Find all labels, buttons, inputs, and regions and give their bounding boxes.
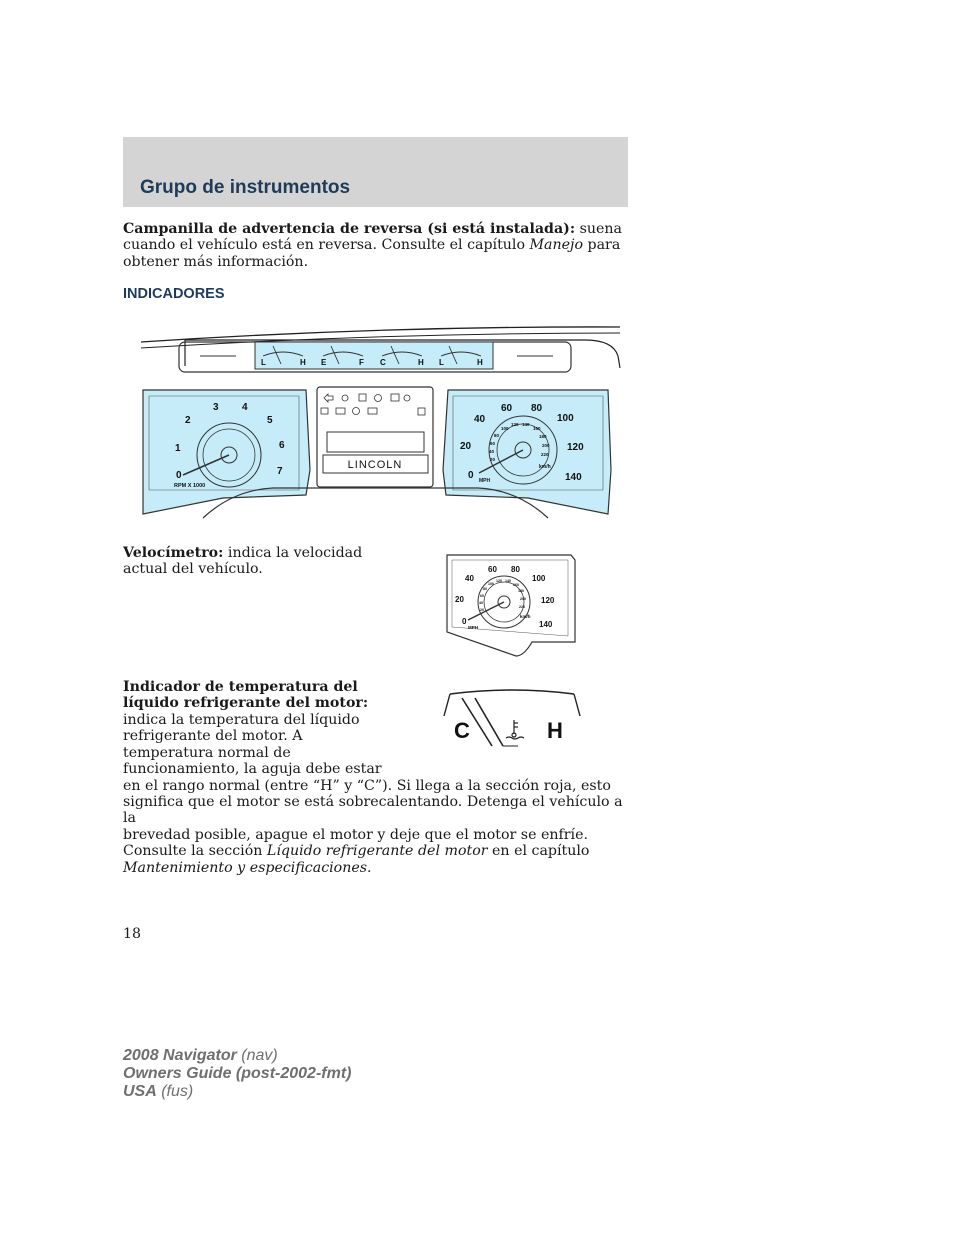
indicators-heading: INDICADORES <box>123 286 225 302</box>
speedometer-illustration <box>444 552 578 658</box>
reverse-chime-text-end: para obtener más información. <box>123 237 621 270</box>
maintenance-chapter-ref: Mantenimiento y especificaciones <box>123 859 368 876</box>
kmh-label-80: 80 <box>494 433 500 438</box>
speed-label-120: 120 <box>567 442 584 453</box>
kmh-label-160: 160 <box>533 426 541 431</box>
fuel-empty-label: E <box>321 358 327 367</box>
volt-high-label: H <box>477 358 483 367</box>
temp-gauge-line: funcionamiento, la aguja debe estar <box>123 761 382 778</box>
coolant-section-ref: Líquido refrigerante del motor <box>266 843 488 860</box>
instrument-cluster-illustration <box>123 320 628 520</box>
temp-gauge-line: brevedad posible, apague el motor y deje que el motor se enfríe. <box>123 826 588 843</box>
page-title: Grupo de instrumentos <box>140 177 351 198</box>
document-footer <box>123 1047 351 1101</box>
mini-kmh-label-220: 220 <box>519 605 525 609</box>
page-number: 18 <box>123 926 142 942</box>
tach-label-4: 4 <box>242 402 248 413</box>
oil-high-label: H <box>300 358 306 367</box>
speed-label-140: 140 <box>565 472 582 483</box>
tach-label-3: 3 <box>213 402 219 413</box>
footer-market-code: (fus) <box>156 1083 194 1100</box>
mini-speed-unit: MPH <box>468 625 478 630</box>
mini-kmh-label-180: 180 <box>518 589 524 593</box>
mini-speed-label-140: 140 <box>539 620 553 629</box>
mini-kmh-label-120: 120 <box>496 579 502 583</box>
speed-label-60: 60 <box>501 403 513 414</box>
speed-label-0: 0 <box>468 470 474 481</box>
kmh-label-180: 180 <box>539 434 547 439</box>
reverse-chime-label: Campanilla de advertencia de reversa (si está instalada): <box>123 221 576 237</box>
mini-speed-label-80: 80 <box>511 565 520 574</box>
tach-label-6: 6 <box>279 440 285 451</box>
kmh-label-40: 40 <box>489 449 495 454</box>
speed-label-80: 80 <box>531 403 543 414</box>
temp-gauge-line: indica la temperatura del líquido <box>123 712 360 728</box>
mini-kmh-label-200: 200 <box>520 597 526 601</box>
temp-gauge-line: en el rango normal (entre “H” y “C”). Si llega a la sección roja, esto <box>123 777 611 794</box>
temp-gauge-line: significa que el motor se está sobrecalentando. Detenga el vehículo a la <box>123 794 623 827</box>
temp-gauge-cold-label: C <box>454 718 470 743</box>
mini-kmh-label-140: 140 <box>505 579 511 583</box>
kmh-label-220: 220 <box>541 452 549 457</box>
temp-gauge-reference: Consulte la sección Líquido refrigerante del motor en el capítulo <box>123 843 590 860</box>
reverse-chime-text: suena cuando el vehículo está en reversa. Consulte el capítulo <box>123 221 623 254</box>
tach-label-0: 0 <box>176 470 182 481</box>
kmh-label-200: 200 <box>542 443 550 448</box>
tach-label-1: 1 <box>175 443 181 454</box>
kmh-label-100: 100 <box>501 426 509 431</box>
footer-model: 2008 Navigator <box>123 1047 237 1064</box>
mini-kmh-label-160: 160 <box>513 583 519 587</box>
mini-speed-label-60: 60 <box>488 565 497 574</box>
temp-gauge-hot-label: H <box>547 718 563 743</box>
mini-speed-label-0: 0 <box>462 617 467 626</box>
temp-gauge-line: temperatura normal de <box>123 744 291 761</box>
speed-unit: MPH <box>479 478 491 484</box>
kmh-label-20: 20 <box>490 457 496 462</box>
tach-unit: RPM X 1000 <box>174 483 206 489</box>
temp-hot-label: H <box>418 358 424 367</box>
kmh-label-120: 120 <box>511 422 519 427</box>
mini-kmh-unit: km/h <box>520 614 531 619</box>
mini-kmh-label-100: 100 <box>488 582 494 586</box>
page-header <box>123 137 628 207</box>
speedometer-paragraph <box>123 545 363 578</box>
mini-kmh-label-20: 20 <box>480 608 484 612</box>
oil-low-label: L <box>261 358 266 367</box>
reverse-chime-paragraph <box>123 221 623 270</box>
temp-gauge-reference-chapter: Mantenimiento y especificaciones. <box>123 859 372 876</box>
tach-label-7: 7 <box>277 466 283 477</box>
tach-label-5: 5 <box>267 415 273 426</box>
mini-kmh-label-80: 80 <box>483 587 487 591</box>
temperature-gauge-illustration <box>440 688 585 750</box>
temp-gauge-heading <box>123 679 413 712</box>
mini-speed-label-120: 120 <box>541 596 555 605</box>
kmh-label-60: 60 <box>490 441 496 446</box>
tach-label-2: 2 <box>185 415 191 426</box>
temp-gauge-label-line1: Indicador de temperatura del <box>123 679 358 695</box>
temp-gauge-line: refrigerante del motor. A <box>123 728 303 745</box>
fuel-full-label: F <box>359 358 364 367</box>
mini-speed-label-20: 20 <box>455 595 464 604</box>
speed-label-100: 100 <box>557 413 574 424</box>
speed-label-40: 40 <box>474 414 486 425</box>
cluster-brand-logo: LINCOLN <box>347 459 403 471</box>
kmh-label-140: 140 <box>522 422 530 427</box>
footer-market: USA <box>123 1083 157 1100</box>
kmh-unit: km/h <box>539 464 551 470</box>
volt-low-label: L <box>439 358 444 367</box>
mini-kmh-label-40: 40 <box>479 601 483 605</box>
mini-kmh-label-60: 60 <box>480 594 484 598</box>
reverse-chime-chapter: Manejo <box>529 237 583 254</box>
speedometer-label: Velocímetro: <box>123 545 224 561</box>
temp-cold-label: C <box>380 358 386 367</box>
footer-guide: Owners Guide (post-2002-fmt) <box>123 1065 352 1082</box>
speedometer-text: indica la velocidad actual del vehículo. <box>123 545 363 578</box>
footer-model-code: (nav) <box>236 1047 278 1064</box>
mini-speed-label-40: 40 <box>465 574 474 583</box>
speed-label-20: 20 <box>460 441 472 452</box>
mini-speed-label-100: 100 <box>532 574 546 583</box>
temp-gauge-label-line2: líquido refrigerante del motor: <box>123 695 369 712</box>
